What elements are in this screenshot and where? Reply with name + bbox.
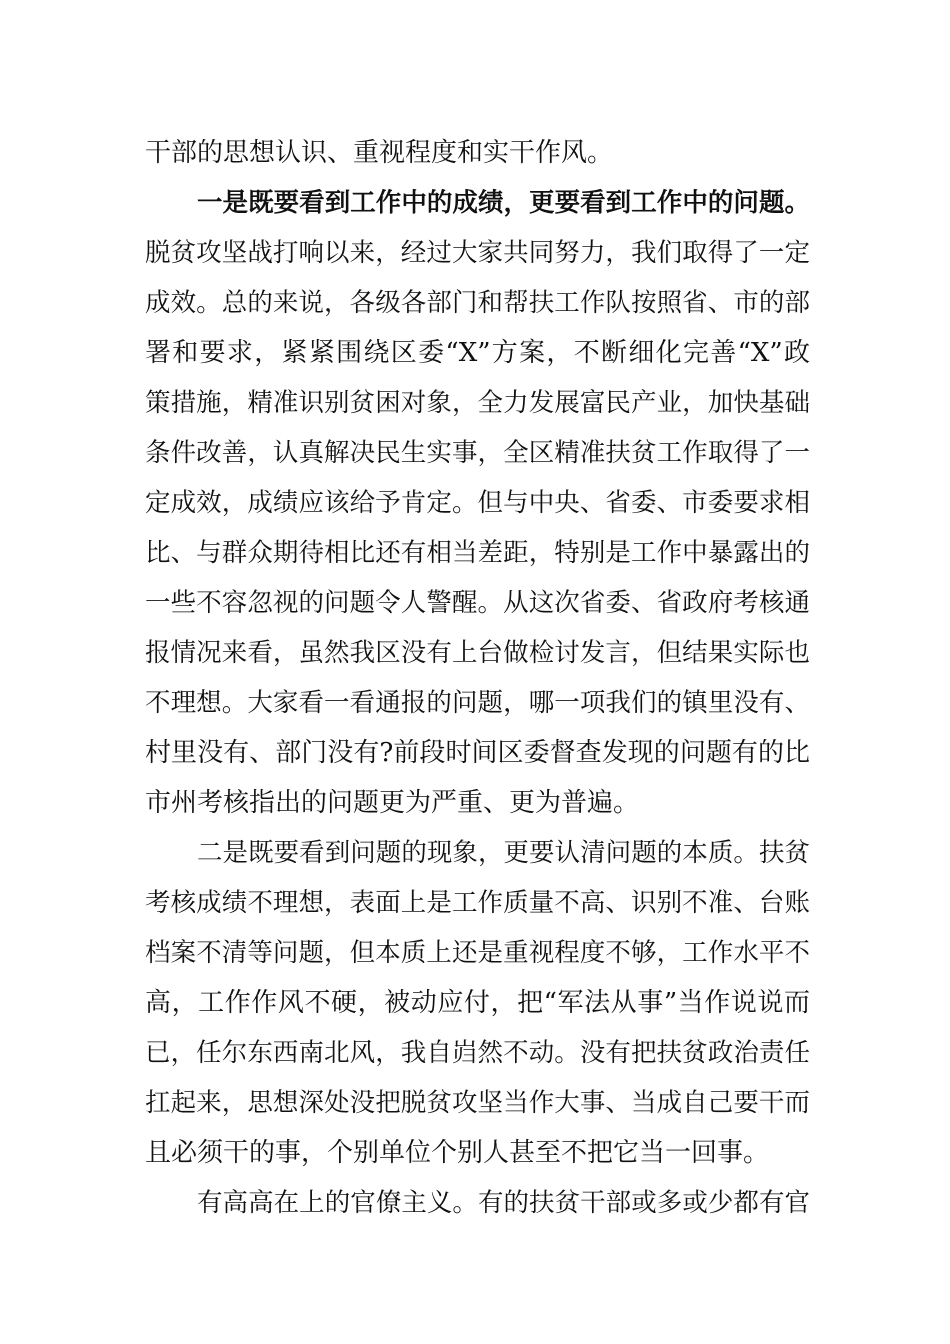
text-line-20: 扛起来，思想深处没把脱贫攻坚当作大事、当成自己要干而: [145, 1088, 810, 1118]
text-line-8: 定成效，成绩应该给予肯定。但与中央、省委、市委要求相: [145, 488, 810, 518]
text-line-21: 且必须干的事，个别单位个别人甚至不把它当一回事。: [145, 1138, 770, 1168]
text-line-5: 署和要求，紧紧围绕区委“X”方案，不断细化完善“X”政: [145, 338, 810, 368]
text-line-3: 脱贫攻坚战打响以来，经过大家共同努力，我们取得了一定: [145, 238, 810, 268]
text-line-4: 成效。总的来说，各级各部门和帮扶工作队按照省、市的部: [145, 288, 810, 318]
text-line-10: 一些不容忽视的问题令人警醒。从这次省委、省政府考核通: [145, 588, 810, 618]
text-line-19: 已，任尔东西南北风，我自岿然不动。没有把扶贫政治责任: [145, 1038, 810, 1068]
text-line-2-heading: 一是既要看到工作中的成绩，更要看到工作中的问题。: [197, 188, 810, 218]
text-line-11: 报情况来看，虽然我区没有上台做检讨发言，但结果实际也: [145, 638, 810, 668]
text-line-7: 条件改善，认真解决民生实事，全区精准扶贫工作取得了一: [145, 438, 810, 468]
text-line-22: 有高高在上的官僚主义。有的扶贫干部或多或少都有官: [197, 1188, 810, 1218]
text-line-12: 不理想。大家看一看通报的问题，哪一项我们的镇里没有、: [145, 688, 810, 718]
text-line-18: 高，工作作风不硬，被动应付，把“军法从事”当作说说而: [145, 988, 810, 1018]
text-line-6: 策措施，精准识别贫困对象，全力发展富民产业，加快基础: [145, 388, 810, 418]
text-line-1: 干部的思想认识、重视程度和实干作风。: [145, 138, 614, 168]
text-line-15-heading: 二是既要看到问题的现象，更要认清问题的本质。扶贫: [197, 838, 810, 868]
text-line-9: 比、与群众期待相比还有相当差距，特别是工作中暴露出的: [145, 538, 810, 568]
text-line-13: 村里没有、部门没有?前段时间区委督查发现的问题有的比: [145, 738, 810, 768]
text-line-17: 档案不清等问题，但本质上还是重视程度不够，工作水平不: [145, 938, 810, 968]
text-line-16: 考核成绩不理想，表面上是工作质量不高、识别不准、台账: [145, 888, 810, 918]
text-line-14: 市州考核指出的问题更为严重、更为普遍。: [145, 788, 640, 818]
